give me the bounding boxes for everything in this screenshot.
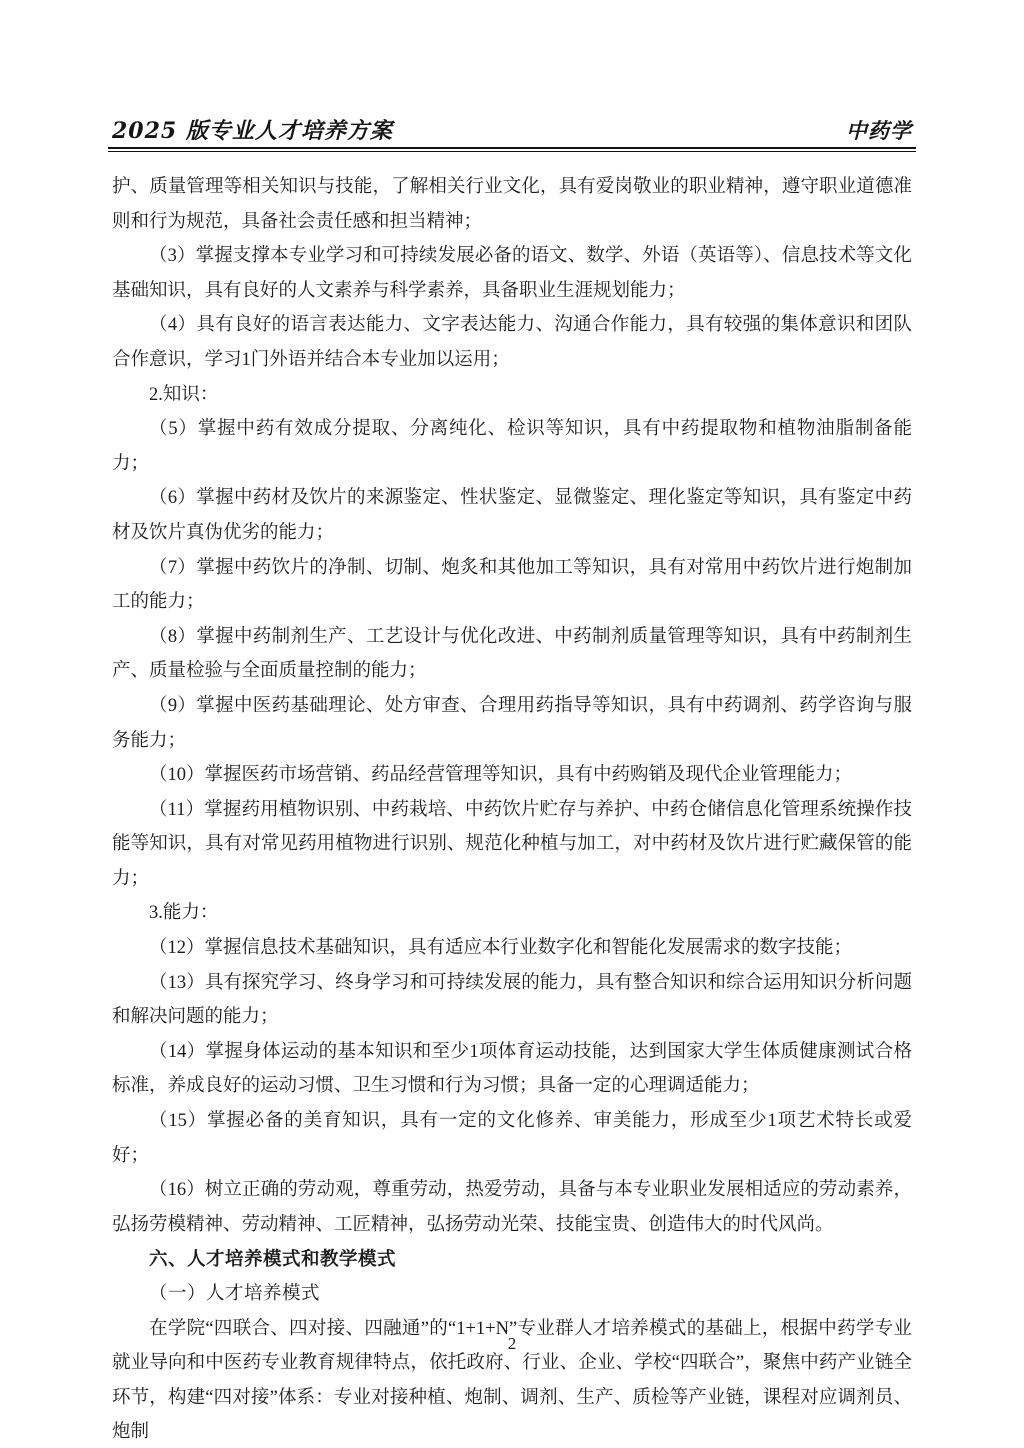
paragraph: （16）树立正确的劳动观，尊重劳动，热爱劳动，具备与本专业职业发展相适应的劳动素养，弘扬劳模精神、劳动精神、工匠精神，弘扬劳动光荣、技能宝贵、创造伟大的时代风尚。 [112,1180,912,1235]
paragraph: （3）掌握支撑本专业学习和可持续发展必备的语文、数学、外语（英语等）、信息技术等文化基础知识，具有良好的人文素养与科学素养，具备职业生涯规划能力； [112,246,912,301]
paragraph: 2.知识： [149,384,219,405]
paragraph: （15）掌握必备的美育知识，具有一定的文化修养、审美能力，形成至少1项艺术特长或爱好； [112,1111,912,1166]
paragraph: （9）掌握中医药基础理论、处方审查、合理用药指导等知识，具有中药调剂、药学咨询与服务能力； [112,695,912,751]
subsection-heading: （一）人才培养模式 [149,1284,321,1304]
header-major-name: 中药学 [846,118,912,143]
paragraph: （11）掌握药用植物识别、中药栽培、中药饮片贮存与养护、中药仓储信息化管理系统操作技能等知识，具有对常见药用植物进行识别、规范化种植与加工，对中药材及饮片进行贮藏保管的能力； [112,799,912,889]
paragraph: （10）掌握医药市场营销、药品经营管理等知识，具有中药购销及现代企业管理能力； [149,765,853,786]
paragraph: （7）掌握中药饮片的净制、切制、炮炙和其他加工等知识，具有对常用中药饮片进行炮制加工的能力； [112,557,912,613]
paragraph: （5）掌握中药有效成分提取、分离纯化、检识等知识，具有中药提取物和植物油脂制备能力； [112,419,912,474]
header-rule [108,147,916,152]
paragraph: 在学院“四联合、四对接、四融通”的“1+1+N”专业群人才培养模式的基础上，根据中药学专业就业导向和中医药专业教育规律特点，依托政府、行业、企业、学校“四联合”，聚焦中药产业链全环节，构建“四对接”体系：专业对接种植、炮制、调剂、生产、质检等产业链，课程对应调剂员、炮制 [112,1318,912,1443]
paragraph: （14）掌握身体运动的基本知识和至少1项体育运动技能，达到国家大学生体质健康测试合格标准，养成良好的运动习惯、卫生习惯和行为习惯；具备一定的心理调适能力； [112,1041,912,1097]
paragraph: （4）具有良好的语言表达能力、文字表达能力、沟通合作能力，具有较强的集体意识和团队合作意识，学习1门外语并结合本专业加以运用； [112,315,912,370]
page-header [112,114,912,145]
paragraph: （12）掌握信息技术基础知识，具有适应本行业数字化和智能化发展需求的数字技能； [149,938,853,959]
paragraph: （8）掌握中药制剂生产、工艺设计与优化改进、中药制剂质量管理等知识，具有中药制剂生产、质量检验与全面质量控制的能力； [112,626,912,682]
paragraph: （13）具有探究学习、终身学习和可持续发展的能力，具有整合知识和综合运用知识分析问题和解决问题的能力； [112,972,912,1028]
page-number: 2 [507,1334,517,1353]
section-heading: 六、人才培养模式和教学模式 [149,1248,397,1270]
header-document-title: 2025 版专业人才培养方案 [112,118,393,144]
paragraph: 3.能力： [149,903,219,924]
paragraph: （6）掌握中药材及饮片的来源鉴定、性状鉴定、显微鉴定、理化鉴定等知识，具有鉴定中药材及饮片真伪优劣的能力； [112,488,912,543]
paragraph: 护、质量管理等相关知识与技能，了解相关行业文化，具有爱岗敬业的职业精神，遵守职业道德准则和行为规范，具备社会责任感和担当精神； [112,177,912,232]
document-body [112,170,912,1448]
page-footer [0,1334,1024,1354]
